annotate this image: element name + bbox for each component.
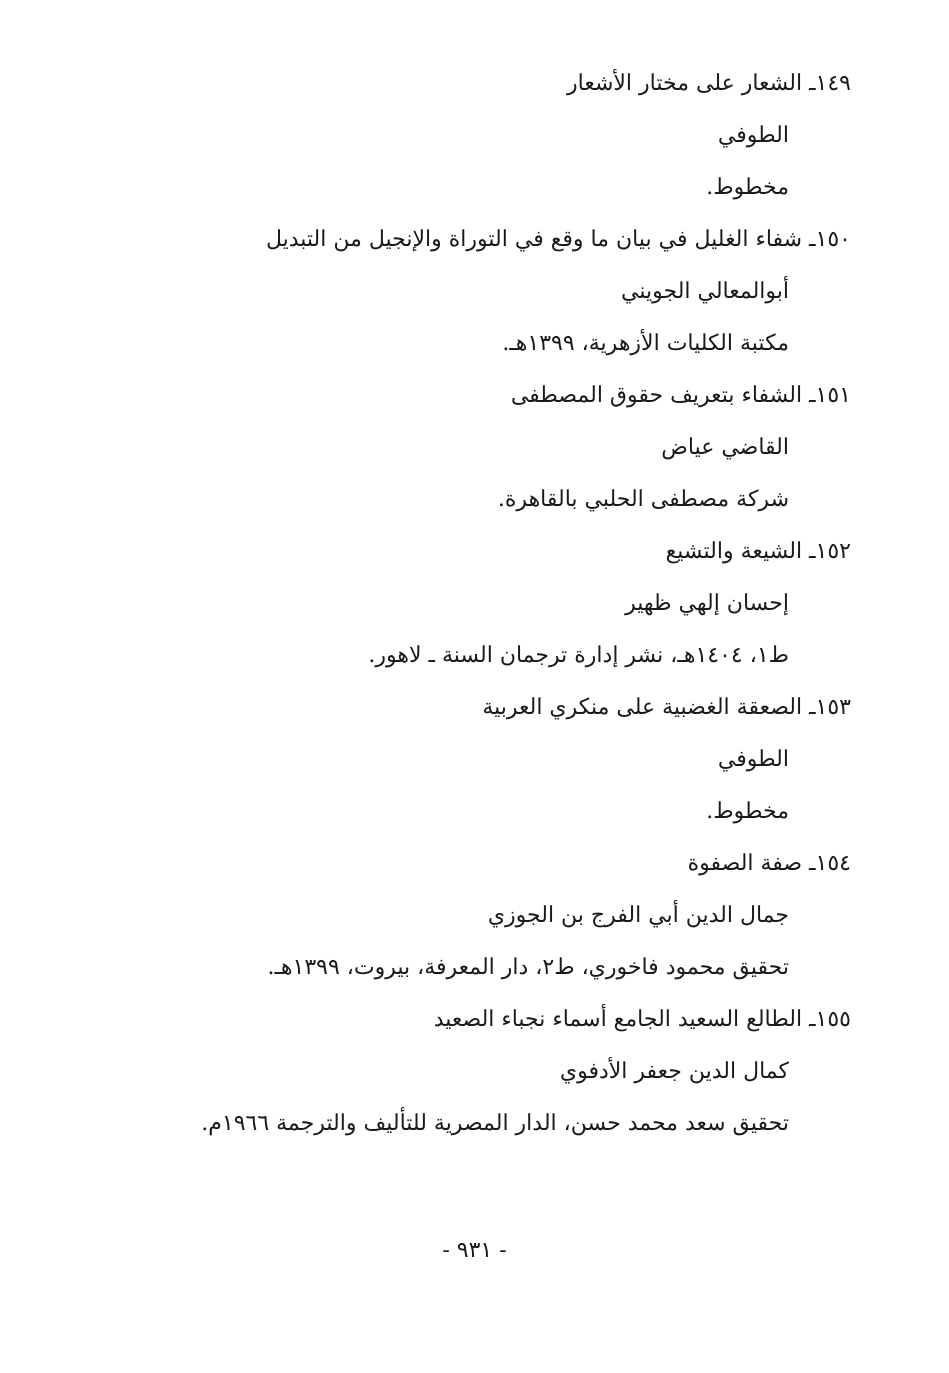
entry-publication: ط١، ١٤٠٤هـ، نشر إدارة ترجمان السنة ـ لاهور. (368, 643, 789, 668)
entry-title-line (91, 838, 851, 890)
entry-title: ـ الشعار على مختار الأشعار (567, 71, 816, 96)
entry-title-line (91, 370, 851, 422)
bibliography-entry-149 (91, 58, 851, 214)
entry-number: ١٥٥ (815, 1007, 851, 1032)
entry-author: القاضي عياض (661, 435, 789, 460)
entry-publication: تحقيق سعد محمد حسن، الدار المصرية للتأليف والترجمة ١٩٦٦م. (201, 1111, 789, 1136)
entry-title: ـ شفاء الغليل في بيان ما وقع في التوراة والإنجيل من التبديل (265, 227, 816, 252)
entry-title-line (91, 58, 851, 110)
entry-author: الطوفي (717, 747, 789, 772)
entry-publication: شركة مصطفى الحلبي بالقاهرة. (497, 487, 789, 512)
entry-publication: تحقيق محمود فاخوري، ط٢، دار المعرفة، بيروت، ١٣٩٩هـ. (267, 955, 789, 980)
entry-number: ١٥٢ (815, 539, 851, 564)
entry-title: ـ صفة الصفوة (687, 851, 816, 876)
bibliography-entry-153 (91, 682, 851, 838)
entry-number: ١٥٤ (815, 851, 851, 876)
bibliography-entry-151 (91, 370, 851, 526)
entry-number: ١٤٩ (815, 71, 851, 96)
entry-title: ـ الشفاء بتعريف حقوق المصطفى (510, 383, 816, 408)
entry-author: جمال الدين أبي الفرج بن الجوزي (487, 903, 789, 928)
entry-title-line (91, 526, 851, 578)
entry-title: ـ الشيعة والتشيع (665, 539, 816, 564)
entry-author: كمال الدين جعفر الأدفوي (559, 1059, 789, 1084)
entry-number: ١٥١ (815, 383, 851, 408)
entry-title-line (91, 682, 851, 734)
bibliography-entry-154 (91, 838, 851, 994)
entry-author: إحسان إلهي ظهير (625, 591, 789, 616)
bibliography-entry-150 (91, 214, 851, 370)
entry-title: ـ الصعقة الغضبية على منكري العربية (482, 695, 816, 720)
entry-publication: مخطوط. (706, 799, 789, 824)
entry-author: الطوفي (717, 123, 789, 148)
bibliography-list (91, 58, 851, 1150)
entry-title-line (91, 994, 851, 1046)
entry-number: ١٥٠ (815, 227, 851, 252)
entry-author: أبوالمعالي الجويني (621, 279, 789, 304)
entry-publication: مخطوط. (706, 175, 789, 200)
page-number: - ٩٣١ - (442, 1238, 507, 1263)
entry-publication: مكتبة الكليات الأزهرية، ١٣٩٩هـ. (502, 331, 789, 356)
bibliography-entry-152 (91, 526, 851, 682)
entry-number: ١٥٣ (815, 695, 851, 720)
entry-title-line (91, 214, 851, 266)
entry-title: ـ الطالع السعيد الجامع أسماء نجباء الصعيد (433, 1007, 816, 1032)
bibliography-entry-155 (91, 994, 851, 1150)
